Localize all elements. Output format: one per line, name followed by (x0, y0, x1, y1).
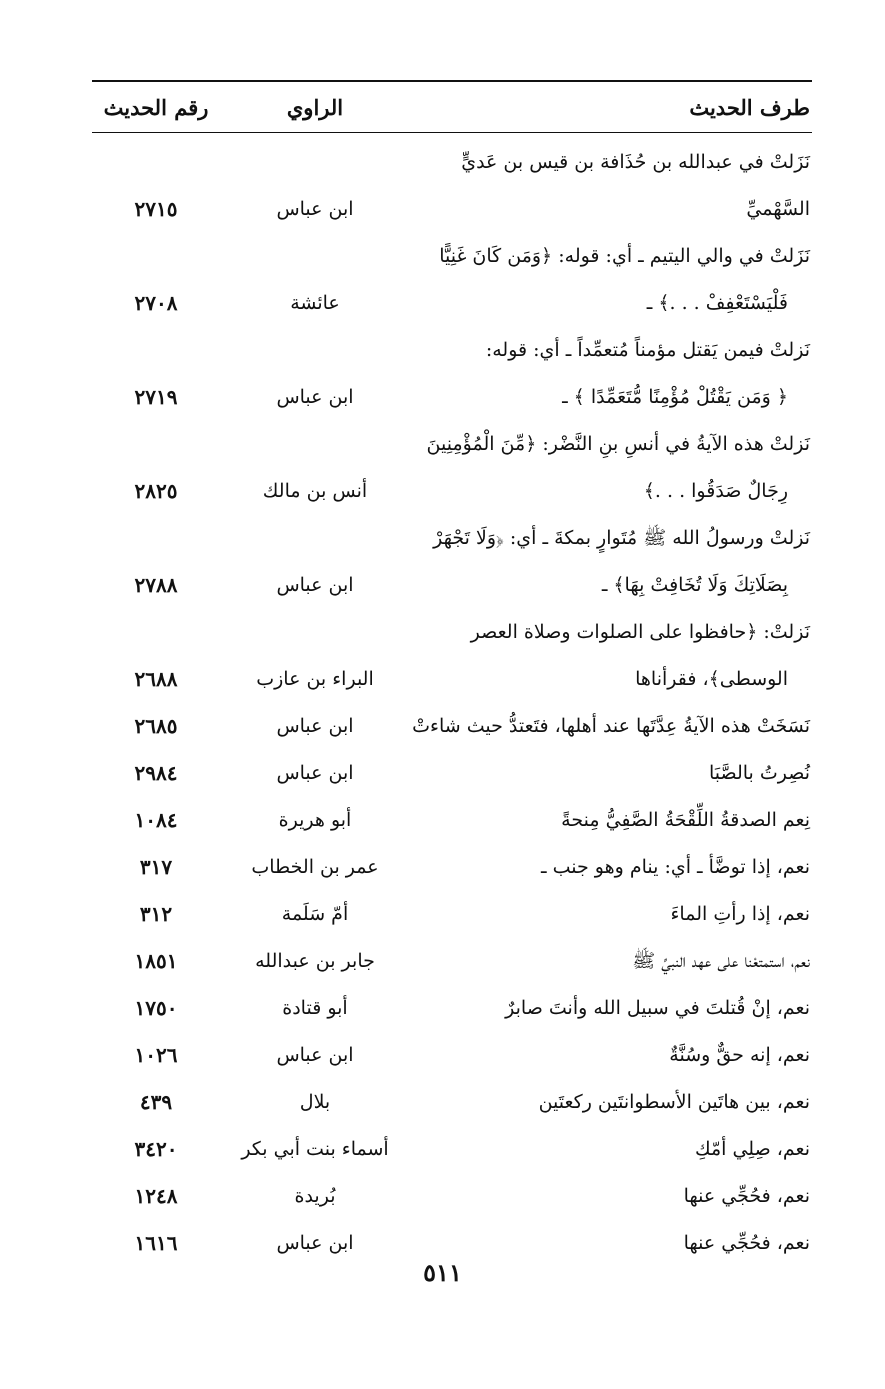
narrator: بُريدة (294, 1185, 336, 1207)
table-row (92, 139, 812, 233)
hadith-text (410, 750, 812, 797)
table-row (92, 797, 812, 844)
narrator: ابن عباس (276, 386, 354, 408)
hadith-text (410, 985, 812, 1032)
narrator: ابن عباس (276, 1232, 354, 1254)
table-row (92, 609, 812, 703)
hadith-number: ٢٧٨٨ (134, 573, 178, 597)
hadith-number: ١٧٥٠ (134, 996, 178, 1020)
hadith-line: نَزلتْ ورسولُ الله ﷺ مُتَوارٍ بمكةَ ـ أي: ﴿وَلَا تَجْهَرْ (433, 527, 810, 549)
index-table (92, 80, 812, 1267)
hadith-number: ١٢٤٨ (134, 1184, 178, 1208)
hadith-text (410, 891, 812, 938)
narrator: أمّ سَلَمة (281, 903, 349, 925)
table-row (92, 421, 812, 515)
hadith-line: نعم، فحُجِّي عنها (683, 1232, 810, 1254)
narrator: أبو قتادة (282, 997, 348, 1019)
header-narrator: الراوي (286, 94, 344, 120)
table-row (92, 985, 812, 1032)
hadith-number: ٢٧٠٨ (134, 291, 178, 315)
table-header (92, 82, 812, 133)
narrator: أسماء بنت أبي بكر (241, 1138, 389, 1160)
hadith-line: بِصَلَاتِكَ وَلَا تُخَافِتْ بِهَا﴾ ـ (601, 574, 788, 596)
hadith-text (410, 938, 812, 985)
hadith-line: نعم، بين هاتَين الأسطوانتَين ركعتَين (538, 1091, 810, 1113)
narrator: ابن عباس (276, 762, 354, 784)
narrator: عمر بن الخطاب (251, 856, 379, 878)
hadith-line: نُصِرتُ بالصَّبَا (708, 762, 810, 784)
header-hadith: طرف الحديث (689, 94, 810, 120)
hadith-number: ٢٨٢٥ (134, 479, 178, 503)
hadith-number: ١٨٥١ (134, 949, 178, 973)
hadith-text (410, 703, 812, 750)
narrator: ابن عباس (276, 1044, 354, 1066)
hadith-text (410, 1173, 812, 1220)
hadith-number: ٢٧١٥ (134, 197, 178, 221)
hadith-line: نَزَلتْ في والي اليتيم ـ أي: قوله: ﴿وَمَن كَانَ غَنِيًّا (439, 245, 810, 267)
hadith-text (410, 515, 812, 609)
table-body (92, 133, 812, 1267)
hadith-number: ٢٩٨٤ (134, 761, 178, 785)
hadith-line: نعم، إذا رأتِ الماءَ (670, 903, 810, 925)
table-row (92, 891, 812, 938)
hadith-text (410, 609, 812, 703)
table-row (92, 1079, 812, 1126)
table-row (92, 233, 812, 327)
header-number: رقم الحديث (103, 94, 209, 120)
hadith-line: نعم، إذا توضَّأ ـ أي: ينام وهو جنب ـ (541, 856, 810, 878)
table-row (92, 750, 812, 797)
hadith-number: ١٠٨٤ (134, 808, 178, 832)
hadith-text (410, 139, 812, 233)
hadith-number: ٣١٧ (139, 855, 173, 879)
narrator: ابن عباس (276, 715, 354, 737)
hadith-line: نعم، إنْ قُتلتَ في سبيل الله وأنتَ صابرٌ (505, 997, 810, 1019)
hadith-number: ٣١٢ (139, 902, 173, 926)
hadith-line: الوسطى﴾، فقرأناها (635, 668, 788, 690)
hadith-line: نعم، استمتعْنا على عهد النبيِّ ﷺ (632, 950, 810, 972)
hadith-number: ٤٣٩ (139, 1090, 173, 1114)
hadith-number: ٢٦٨٥ (134, 714, 178, 738)
hadith-number: ١٠٢٦ (134, 1043, 178, 1067)
narrator: ابن عباس (276, 198, 354, 220)
table-row (92, 1126, 812, 1173)
hadith-text (410, 421, 812, 515)
hadith-text (410, 844, 812, 891)
hadith-text (410, 1032, 812, 1079)
table-row (92, 1032, 812, 1079)
hadith-line: رِجَالٌ صَدَقُوا . . .﴾ (643, 480, 788, 502)
table-row (92, 1173, 812, 1220)
hadith-text (410, 797, 812, 844)
hadith-text (410, 1079, 812, 1126)
page-number: ٥١١ (423, 1258, 462, 1287)
hadith-line: نعم، فحُجِّي عنها (683, 1185, 810, 1207)
hadith-line: ﴿ وَمَن يَقْتُلْ مُؤْمِنًا مُّتَعَمِّدًا ﴾ ـ (562, 386, 788, 408)
table-row (92, 515, 812, 609)
narrator: البراء بن عازب (256, 668, 374, 690)
hadith-line: نعم، صِلِي أمّكِ (694, 1138, 810, 1160)
hadith-text (410, 1126, 812, 1173)
hadith-line: نَزلتْ فيمن يَقتل مؤمناً مُتعمِّداً ـ أي: قوله: (485, 339, 810, 361)
hadith-number: ١٦١٦ (134, 1231, 178, 1255)
narrator: ابن عباس (276, 574, 354, 596)
narrator: بلال (299, 1091, 331, 1113)
hadith-number: ٢٦٨٨ (134, 667, 178, 691)
narrator: عائشة (290, 292, 340, 314)
table-row (92, 327, 812, 421)
hadith-number: ٢٧١٩ (134, 385, 178, 409)
hadith-line: نَزلتْ هذه الآيةُ في أنسِ بنِ النَّضْر: ﴿مِّنَ الْمُؤْمِنِينَ (426, 433, 810, 455)
hadith-text (410, 233, 812, 327)
table-row (92, 938, 812, 985)
hadith-number: ٣٤٢٠ (134, 1137, 178, 1161)
hadith-text (410, 327, 812, 421)
narrator: أبو هريرة (278, 809, 352, 831)
hadith-line: نعم، إنه حقٌّ وسُنَّةٌ (669, 1044, 810, 1066)
hadith-line: نِعم الصدقةُ اللِّقْحَةُ الصَّفِيُّ مِنحةً (561, 809, 810, 831)
hadith-line: نَزلتْ: ﴿حافظوا على الصلوات وصلاة العصر (470, 621, 810, 643)
table-row (92, 703, 812, 750)
narrator: جابر بن عبدالله (255, 950, 375, 972)
hadith-line: نَزَلتْ في عبدالله بن حُذَافة بن قيس بن عَديٍّ السَّهْميِّ (461, 151, 810, 220)
hadith-line: نَسَخَتْ هذه الآيةُ عِدَّتَها عند أهلها، فتَعتدُّ حيث شاءتْ (412, 715, 810, 737)
hadith-line: فَلْيَسْتَعْفِفْ . . .﴾ ـ (646, 292, 788, 314)
narrator: أنس بن مالك (262, 480, 368, 502)
table-row (92, 844, 812, 891)
